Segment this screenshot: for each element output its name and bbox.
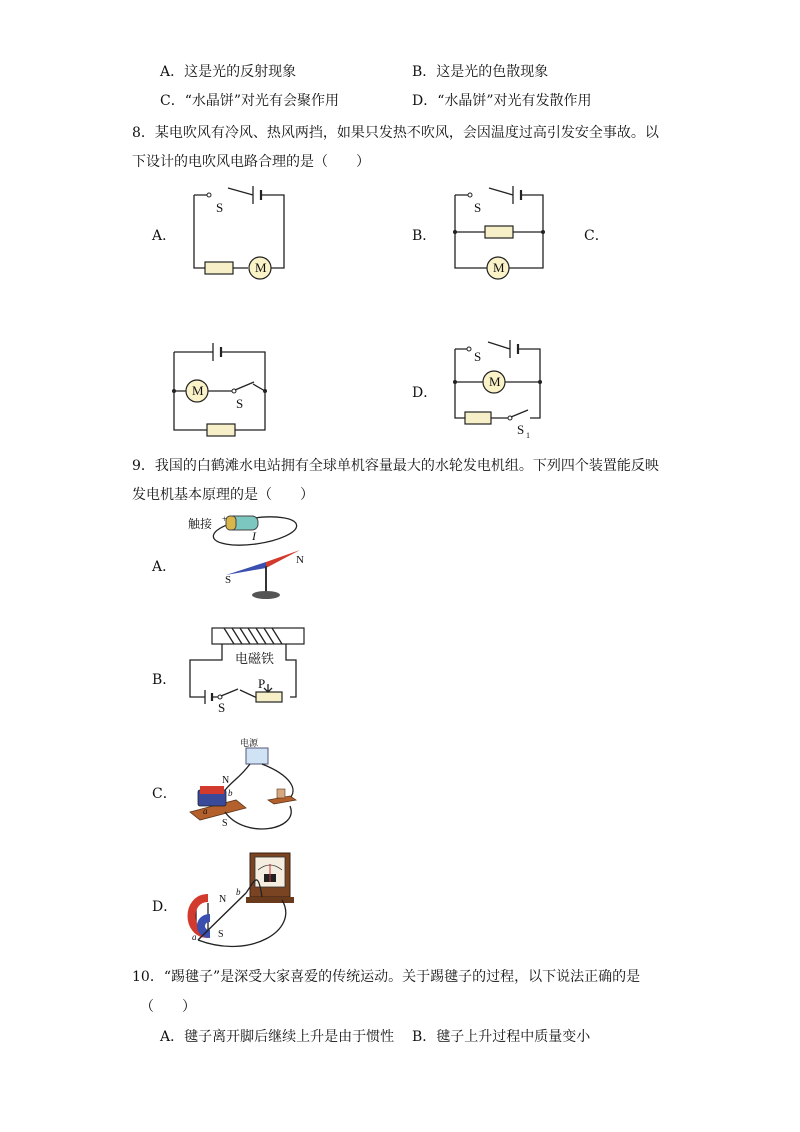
svg-text:1: 1 [526, 431, 530, 440]
svg-text:N: N [219, 894, 227, 905]
q8-stem-line1: 8．某电吹风有冷风、热风两挡，如果只发热不吹风，会因温度过高引发安全事故。以 [132, 125, 659, 141]
svg-text:S: S [216, 200, 224, 215]
q8-label-d: D． [412, 385, 438, 401]
q7-option-c: C．“水晶饼”对光有会聚作用 [160, 93, 340, 109]
svg-text:b: b [236, 887, 241, 897]
svg-text:M: M [192, 383, 204, 398]
q8-label-b: B． [412, 228, 437, 244]
svg-text:a: a [192, 932, 197, 942]
svg-text:触接: 触接 [188, 517, 213, 531]
svg-text:电源: 电源 [240, 738, 259, 748]
q9-label-c: C． [152, 786, 177, 802]
svg-text:N: N [222, 775, 230, 786]
q8-stem-line2: 下设计的电吹风电路合理的是（ ） [132, 154, 370, 170]
q9-stem-line1: 9．我国的白鹤滩水电站拥有全球单机容量最大的水轮发电机组。下列四个装置能反映 [132, 458, 659, 474]
svg-text:I: I [252, 529, 256, 543]
q10-stem-line1: 10．“踢毽子”是深受大家喜爱的传统运动。关于踢毽子的过程，以下说法正确的是 [132, 969, 641, 985]
q9-stem-line2: 发电机基本原理的是（ ） [132, 487, 314, 503]
svg-text:S: S [474, 200, 482, 215]
svg-text:S: S [218, 700, 226, 715]
svg-text:S: S [225, 574, 232, 586]
svg-text:P: P [258, 676, 266, 691]
svg-text:a: a [203, 806, 208, 816]
q8-label-a: A． [152, 228, 177, 244]
q7-option-b: B．这是光的色散现象 [412, 64, 549, 80]
svg-text:N: N [296, 554, 304, 566]
svg-text:S: S [236, 396, 244, 411]
svg-text:S: S [474, 349, 482, 364]
q9-label-d: D． [152, 899, 178, 915]
q7-option-d: D．“水晶饼”对光有发散作用 [412, 93, 592, 109]
q10-option-a: A．毽子离开脚后继续上升是由于惯性 [160, 1029, 395, 1045]
svg-text:S: S [517, 422, 525, 437]
q9-label-a: A． [152, 559, 177, 575]
q7-option-a: A．这是光的反射现象 [160, 64, 297, 80]
svg-text:b: b [228, 788, 233, 798]
svg-text:M: M [489, 374, 501, 389]
q8-label-c: C． [584, 228, 609, 244]
q10-stem-line2: （ ） [140, 999, 196, 1015]
svg-text:S: S [218, 929, 224, 940]
svg-text:+: + [222, 514, 228, 524]
q9-label-b: B． [152, 672, 177, 688]
svg-text:M: M [255, 260, 267, 275]
svg-text:S: S [222, 818, 228, 829]
svg-text:电磁铁: 电磁铁 [235, 651, 275, 666]
svg-text:M: M [493, 260, 505, 275]
q10-option-b: B．毽子上升过程中质量变小 [412, 1029, 591, 1045]
